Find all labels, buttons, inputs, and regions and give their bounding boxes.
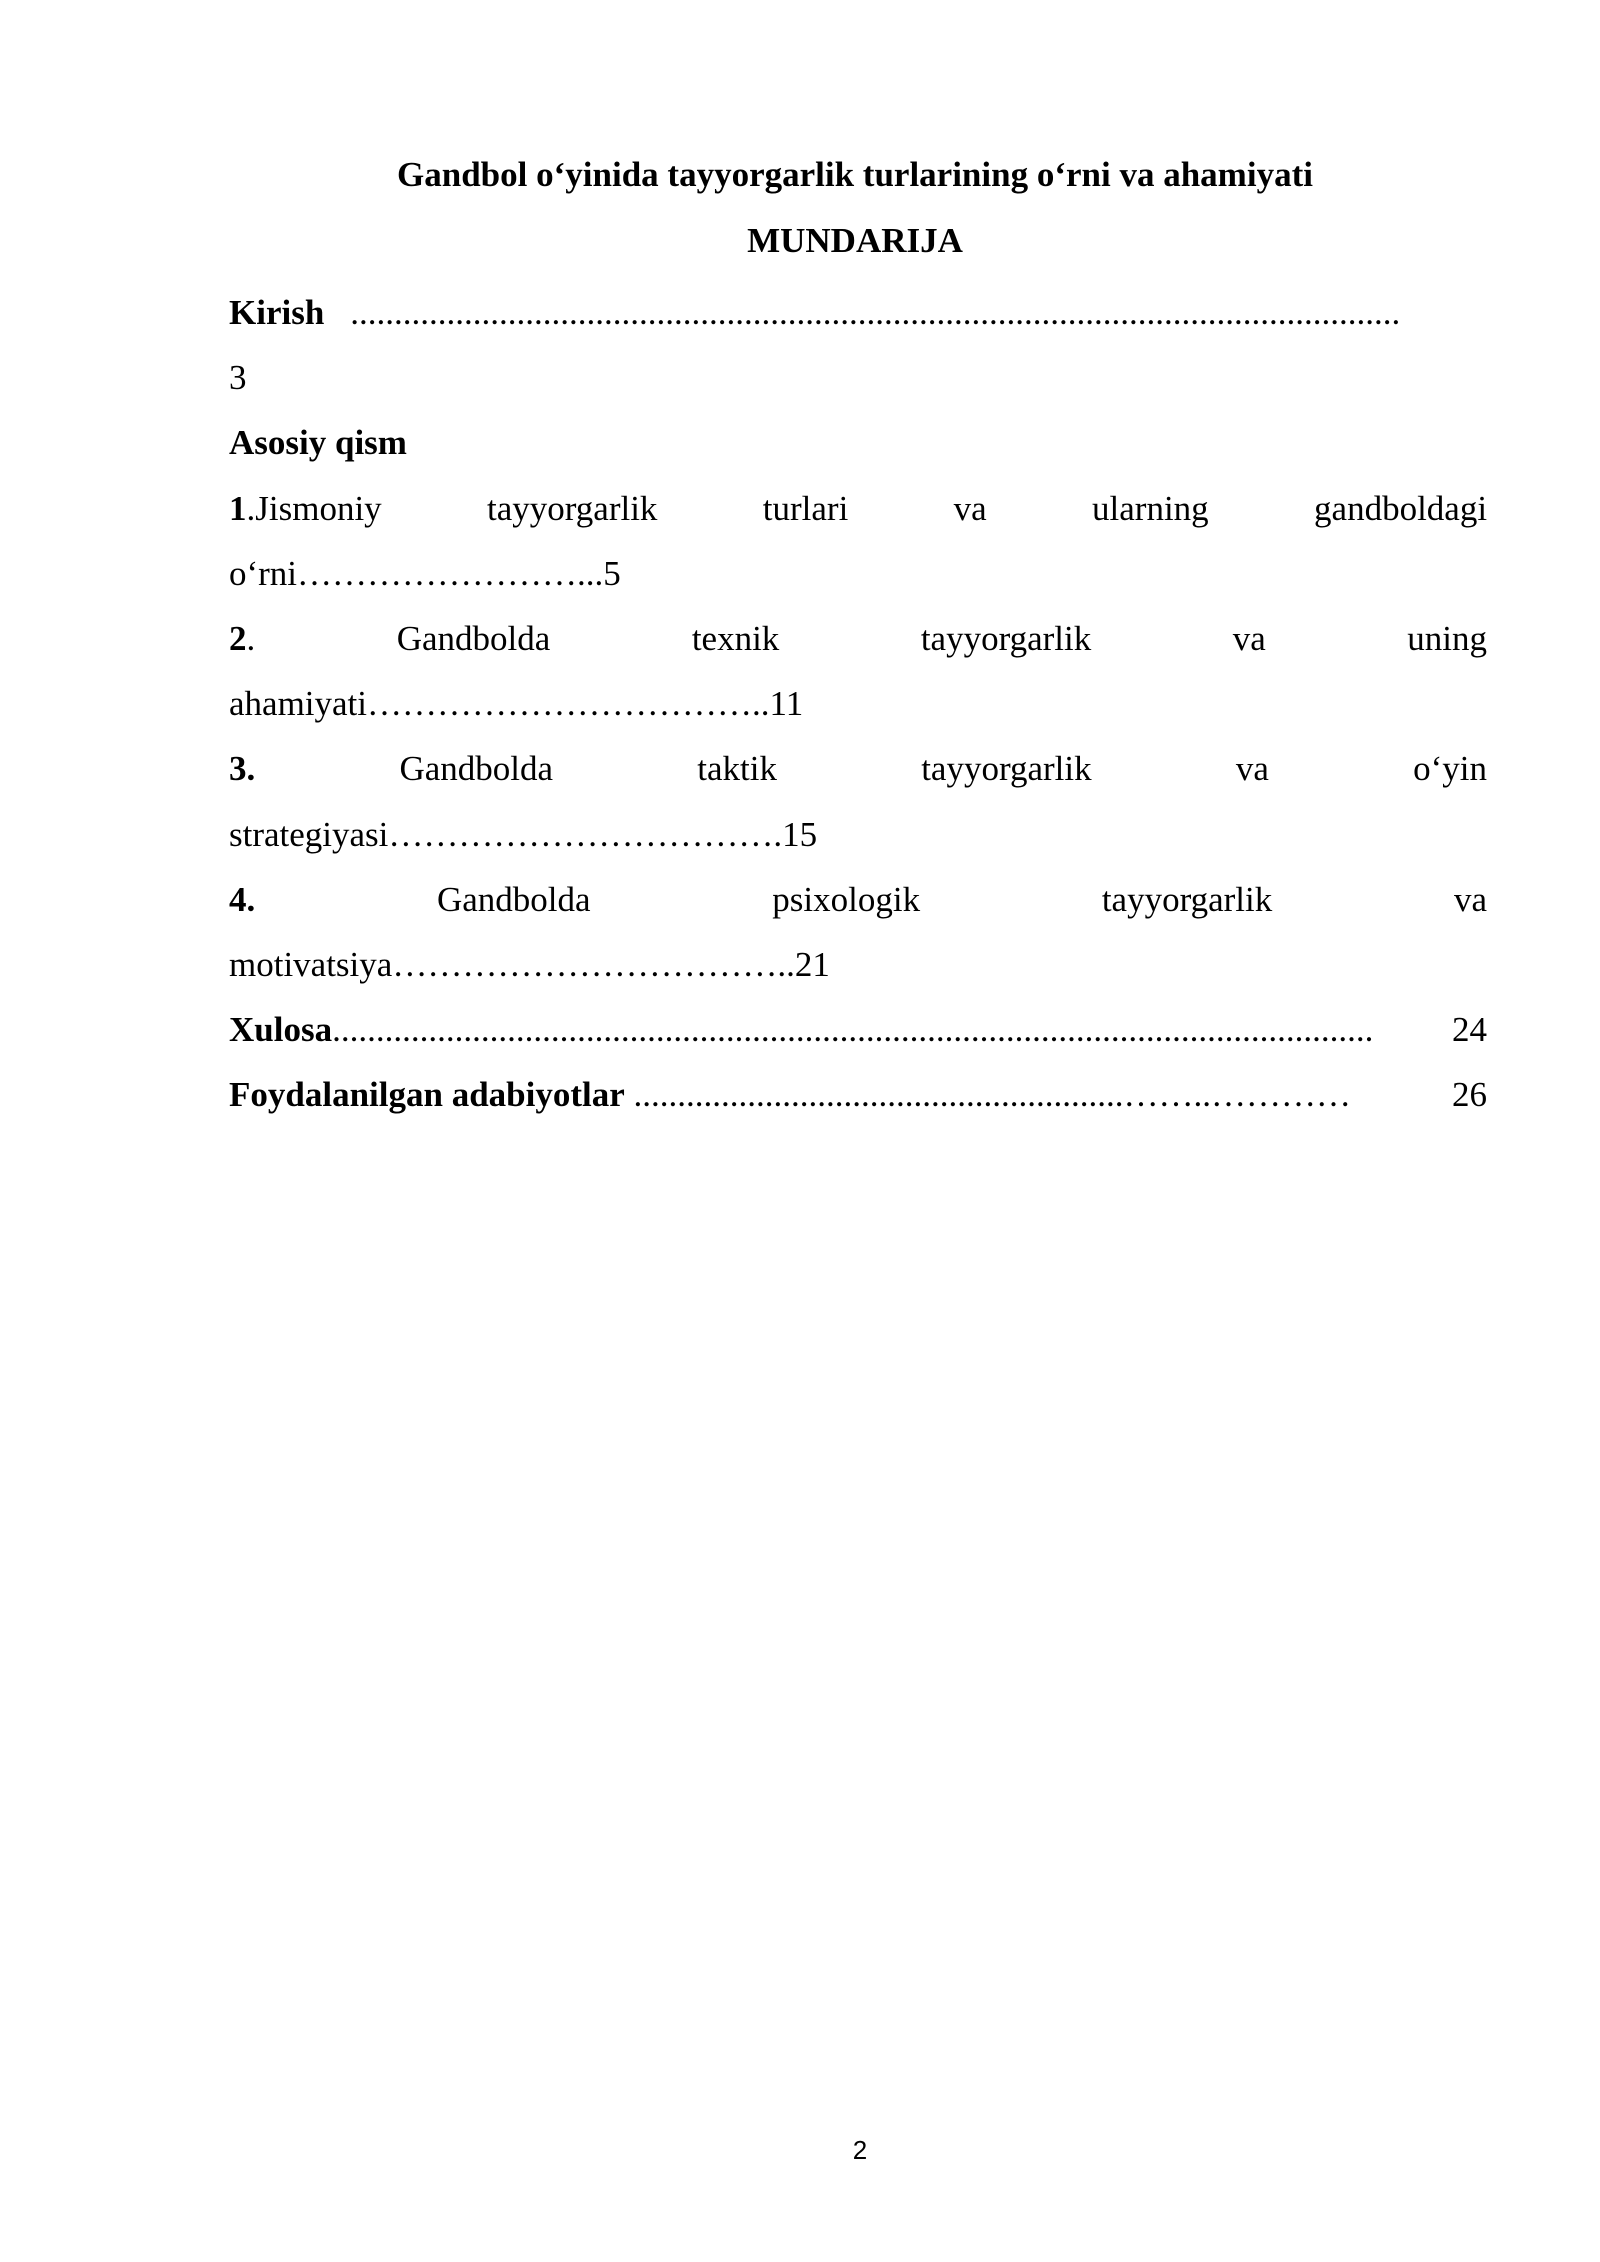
toc-entry-conclusion[interactable] [229,997,1487,1062]
table-of-contents [229,280,1487,1127]
toc-chapter-3-line1[interactable] [229,736,1487,801]
toc-chapter-4-word: Gandbolda [436,879,591,919]
toc-chapter-2-word: uning [1407,618,1487,658]
toc-chapter-1-word: ularning [1092,488,1209,528]
toc-chapter-3-word: tayyorgarlik [921,749,1092,789]
toc-chapter-1-word: turlari [762,488,849,528]
toc-chapter-2-number: 2 [229,618,247,658]
toc-entry-references-leader: ........................................................……..………… [624,1075,1352,1115]
toc-chapter-1-leader: ……………………... [297,553,604,593]
toc-chapter-2-line1[interactable] [229,606,1487,671]
toc-chapter-1-number: 1 [229,488,247,528]
toc-chapter-4-word: tayyorgarlik [1101,879,1273,919]
toc-heading: MUNDARIJA [747,221,963,260]
toc-chapter-1-word: tayyorgarlik [487,488,658,528]
toc-chapter-2-word: Gandbolda [396,618,551,658]
toc-chapter-1-line1[interactable] [229,476,1487,541]
toc-chapter-1-number-suffix: . [246,488,256,528]
toc-chapter-4-word: va [1453,879,1487,919]
toc-entry-conclusion-label: Xulosa [229,1010,333,1050]
toc-chapter-1-word: va [953,488,987,528]
toc-chapter-2-word: tayyorgarlik [920,618,1092,658]
toc-chapter-3-line2[interactable] [229,802,1487,867]
toc-chapter-4-line2[interactable] [229,932,1487,997]
toc-entry-intro-label: Kirish [229,293,325,332]
toc-chapter-3-number: 3. [229,749,256,789]
page-number: 2 [852,2135,868,2165]
toc-chapter-3-page: 15 [782,814,818,854]
toc-chapter-4-page: 21 [794,944,830,984]
toc-chapter-2-word: va [1232,618,1266,658]
toc-chapter-2-page: 11 [769,684,804,724]
toc-chapter-4-text: motivatsiya [229,944,393,984]
toc-chapter-3-word: taktik [697,749,777,789]
toc-entry-references-label: Foydalanilgan adabiyotlar [229,1075,625,1115]
toc-chapter-2-text: ahamiyati [229,684,368,724]
toc-chapter-2-line2[interactable] [229,671,1487,736]
toc-entry-intro-leader: ........................................................................................................................ [350,293,1401,332]
toc-chapter-1-word: Jismoniy [255,488,382,528]
toc-main-heading: Asosiy qism [229,423,407,463]
toc-chapter-3-text: strategiyasi [229,814,389,854]
toc-chapter-3-word: Gandbolda [399,749,554,789]
toc-chapter-2-leader: …………………………….. [367,684,770,724]
toc-chapter-1-word: gandboldagi [1314,488,1487,528]
toc-entry-intro-page-line [229,345,1487,410]
toc-entry-references-page: 26 [1452,1075,1487,1115]
toc-chapter-4-leader: …………………………….. [392,944,795,984]
toc-entry-conclusion-page: 24 [1452,1010,1487,1050]
toc-chapter-1-page: 5 [603,553,621,593]
toc-entry-intro-page: 3 [229,358,247,398]
toc-chapter-4-line1[interactable] [229,867,1487,932]
toc-chapter-2-number-suffix: . [246,618,256,658]
toc-chapter-1-text: o‘rni [229,553,298,593]
toc-entry-conclusion-leader: ....................................................................................................................... [332,1010,1374,1050]
toc-chapter-2-word: texnik [691,618,780,658]
toc-chapter-1-line2[interactable] [229,541,1487,606]
toc-chapter-4-number: 4. [229,879,256,919]
toc-chapter-3-leader: ……………………………. [388,814,783,854]
document-title: Gandbol o‘yinida tayyorgarlik turlarining o‘rni va ahamiyati [397,155,1313,194]
toc-entry-intro[interactable] [229,280,1487,345]
toc-chapter-4-word: psixologik [772,879,921,919]
toc-chapter-3-word: va [1235,749,1269,789]
toc-entry-references[interactable] [229,1062,1487,1127]
toc-chapter-3-word: o‘yin [1413,749,1487,789]
